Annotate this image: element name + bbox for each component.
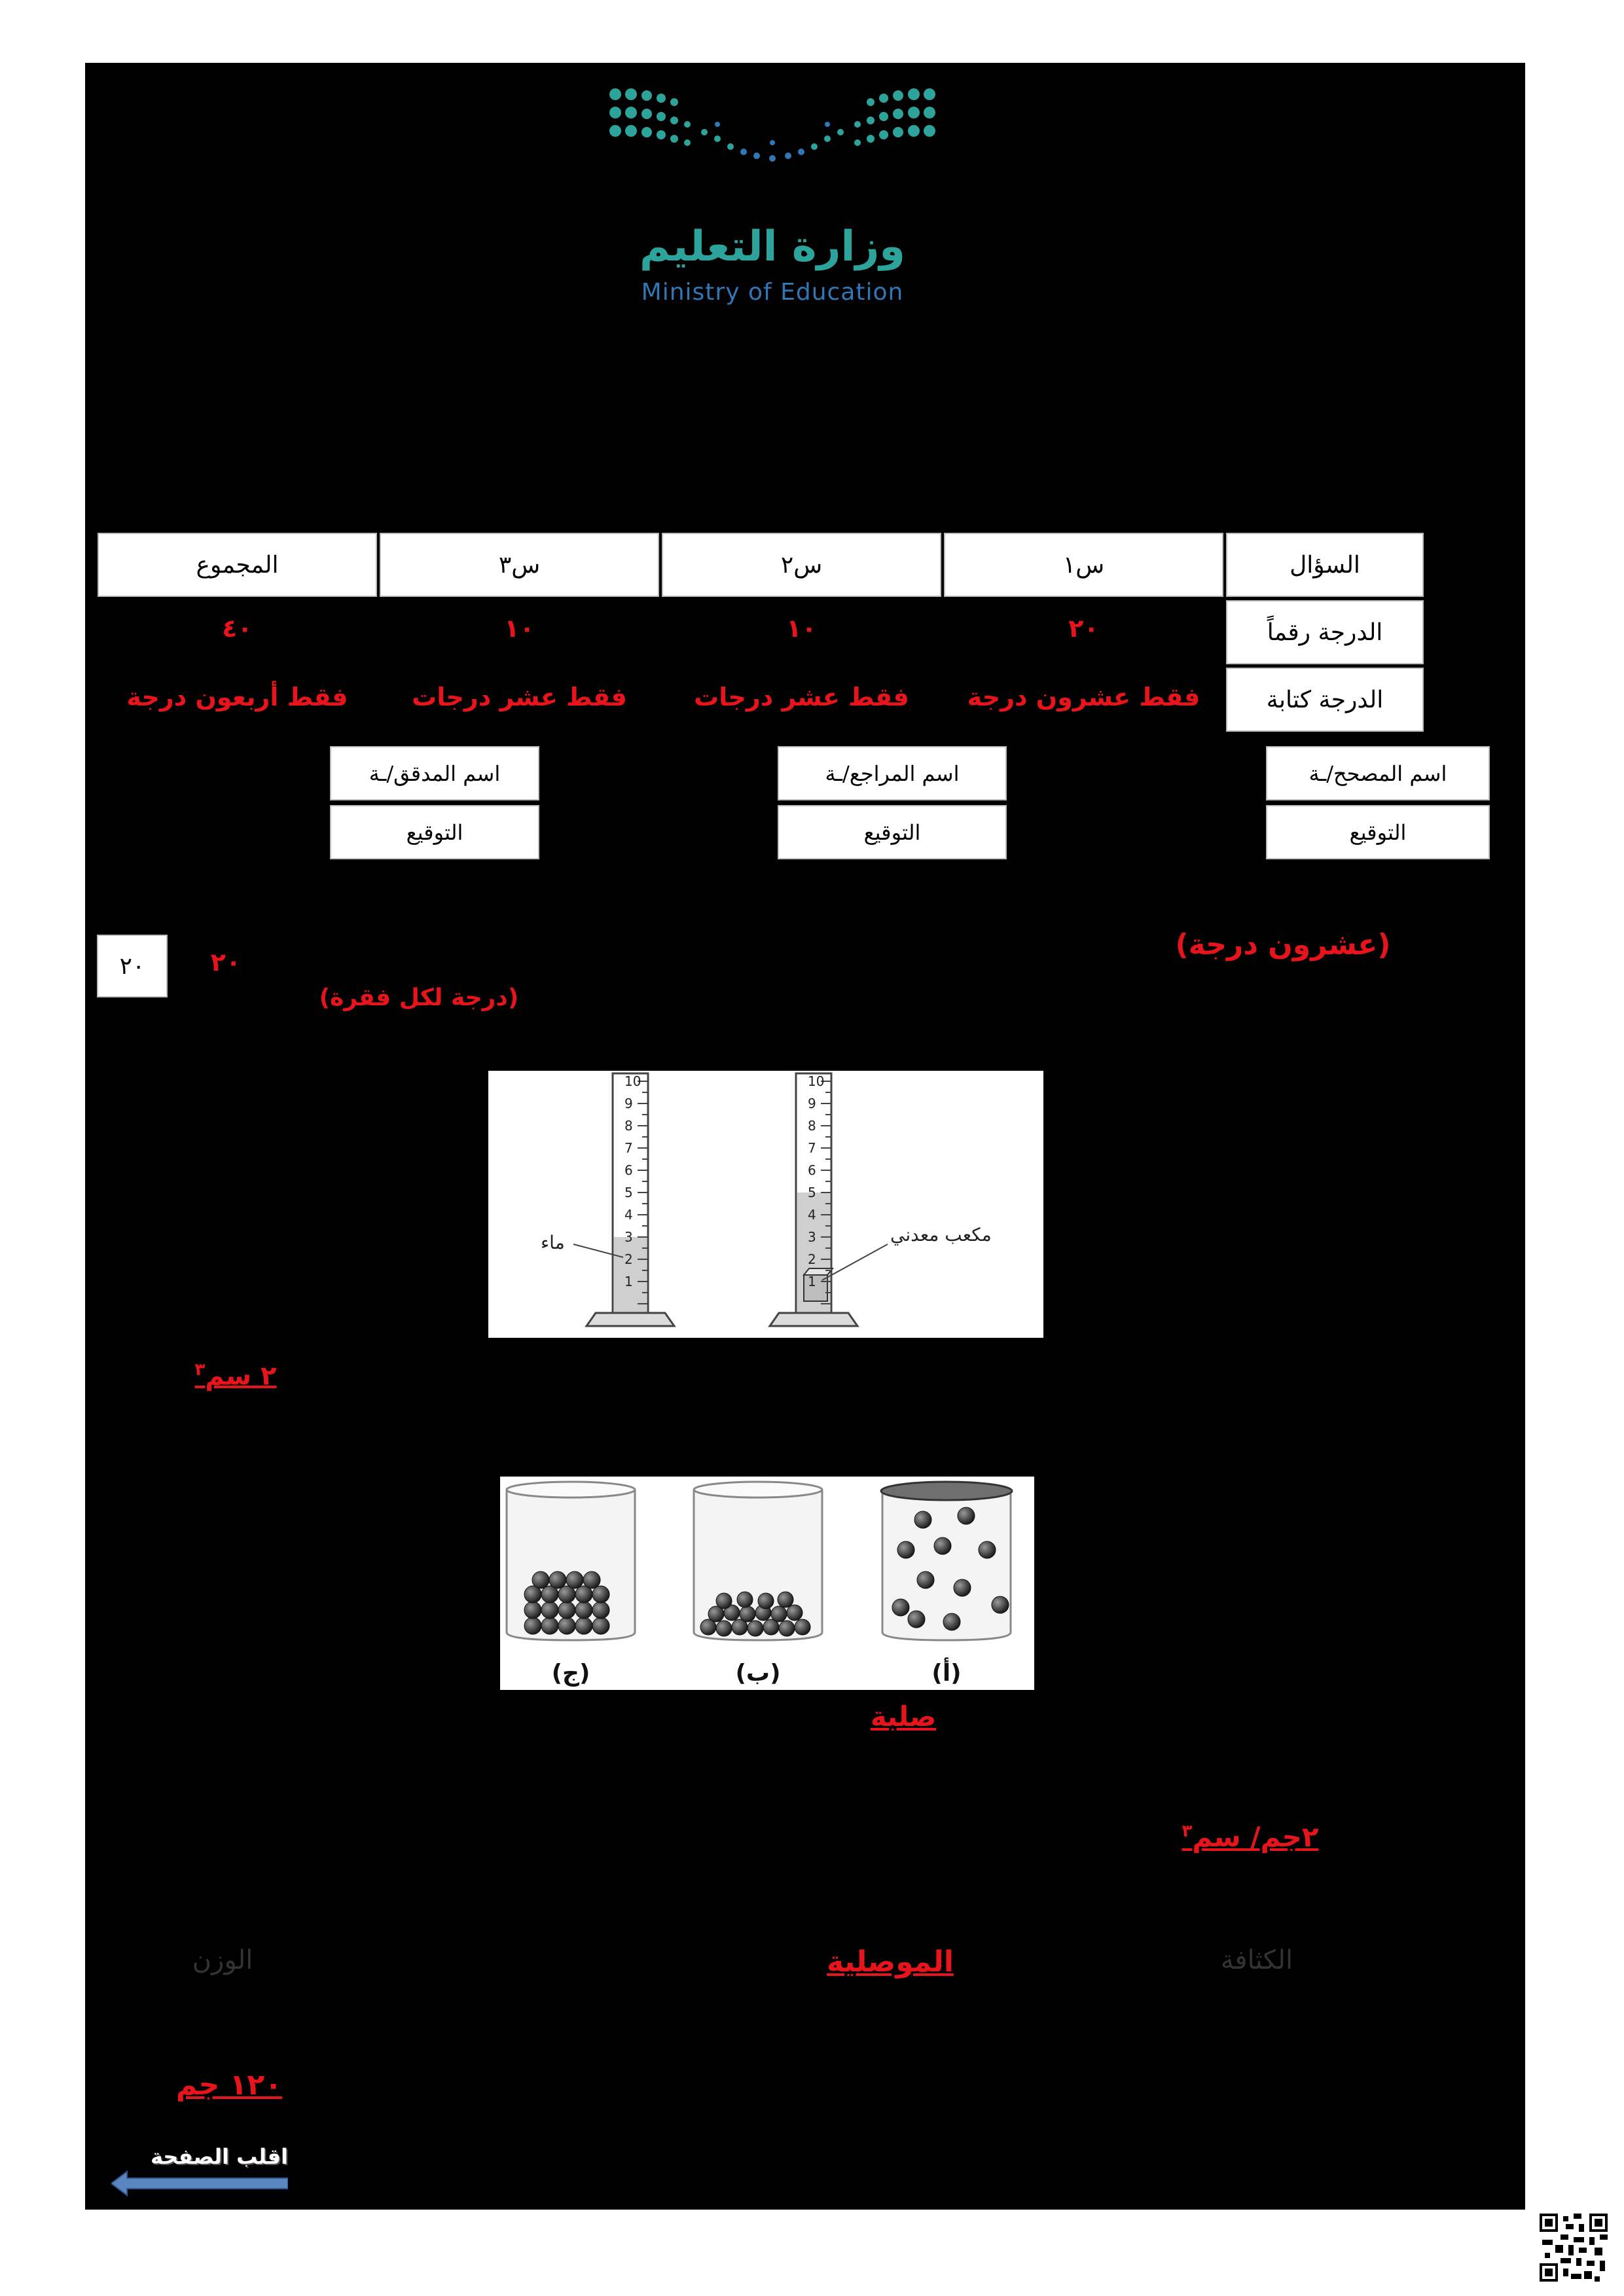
right-scale-tick-label: 4 [808,1207,816,1223]
left-cylinder [573,1073,674,1326]
total-written: فقط أربعون درجة [126,683,348,711]
jar-a-label: (أ) [931,1660,962,1687]
turn-page-label: اقلب الصفحة [150,2144,288,2169]
q2-numeric: ١٠ [786,614,817,643]
right-cylinder [770,1073,888,1326]
auditor-signature-field[interactable]: التوقيع [330,805,539,859]
corrector-name-field[interactable]: اسم المصحح/ـة [1266,746,1490,800]
q1-total-box: ٢٠ [97,935,168,997]
jar-b-label: (ب) [735,1660,781,1687]
left-scale-tick-label: 10 [624,1073,641,1089]
right-scale-tick-label: 10 [808,1073,825,1089]
answer-1-exponent: ٣ [194,1360,206,1380]
answer-1 [177,1360,295,1391]
right-scale-tick-label: 8 [808,1118,816,1134]
logo-english-text: Ministry of Education [641,279,904,306]
jar-c-label: (ج) [551,1660,590,1687]
right-cube-label: مكعب معدني [890,1224,992,1246]
left-scale-tick-label: 9 [624,1096,633,1111]
jar-a [881,1482,1012,1640]
q3-numeric: ١٠ [504,614,535,643]
auditor-name-field[interactable]: اسم المدقق/ـة [330,746,539,800]
right-scale-tick-label: 3 [808,1229,816,1245]
right-scale-tick-label: 1 [808,1274,816,1289]
q1-written: فقط عشرون درجة [967,683,1200,711]
q1-numeric: ٢٠ [1068,614,1099,643]
corrector-signature-field[interactable]: التوقيع [1266,805,1490,859]
cylinders-diagram [488,1071,1043,1338]
option-density: الكثافة [1220,1945,1293,1975]
left-scale-tick-label: 7 [624,1140,633,1156]
header-question: السؤال [1226,533,1424,597]
reviewer-name-field[interactable]: اسم المراجع/ـة [778,746,1007,800]
q1-per-item-note: (درجة لكل فقرة) [319,984,519,1011]
answer-3 [1159,1821,1342,1853]
arrow-left-icon [111,2170,288,2197]
left-scale-tick-label: 8 [624,1118,633,1134]
turn-page-button[interactable] [111,2144,288,2197]
q1-title-note: (عشرون درجة) [1175,928,1391,961]
header-q3: س٣ [380,533,659,597]
answer-1-text: ٢ سم [205,1361,277,1391]
right-scale-tick-label: 2 [808,1251,816,1267]
logo-arabic-text: وزارة التعليم [639,223,906,271]
jar-c [507,1482,635,1640]
left-scale-tick-label: 1 [624,1274,633,1289]
option-conductivity-answer: الموصلية [827,1945,954,1979]
right-scale-tick-label: 7 [808,1140,816,1156]
total-numeric: ٤٠ [222,614,253,643]
option-weight: الوزن [192,1945,253,1975]
row-numeric-label: الدرجة رقماً [1226,600,1424,664]
header-total: المجموع [98,533,377,597]
ministry-logo [589,86,956,306]
cylinders-figure [488,1071,1043,1338]
left-water-label: ماء [541,1232,565,1253]
left-scale-tick-label: 5 [624,1185,633,1200]
right-scale-tick-label: 9 [808,1096,816,1111]
right-scale-tick-label: 5 [808,1185,816,1200]
jar-b [694,1482,822,1640]
exam-page [85,63,1525,2210]
row-written-label: الدرجة كتابة [1226,668,1424,732]
header-q2: س٢ [662,533,941,597]
left-scale-tick-label: 6 [624,1162,633,1178]
qr-code-icon [1540,2214,1608,2282]
answer-3-exponent: ٣ [1182,1821,1193,1841]
answer-3-text: ٢جم/ سم [1192,1821,1319,1853]
logo-dots-icon [589,86,956,165]
right-scale-tick-label: 6 [808,1162,816,1178]
left-scale-tick-label: 3 [624,1229,633,1245]
answer-2: صلبة [870,1700,937,1732]
header-q1: س١ [944,533,1223,597]
q3-written: فقط عشر درجات [412,683,627,711]
reviewer-signature-field[interactable]: التوقيع [778,805,1007,859]
answer-4: ١٢٠ جم [175,2068,283,2102]
q1-total-red: ٢٠ [210,948,242,977]
q2-written: فقط عشر درجات [694,683,909,711]
left-scale-tick-label: 2 [624,1251,633,1267]
particles-figure [500,1477,1034,1690]
jars-diagram [500,1477,1034,1690]
left-scale-tick-label: 4 [624,1207,633,1223]
